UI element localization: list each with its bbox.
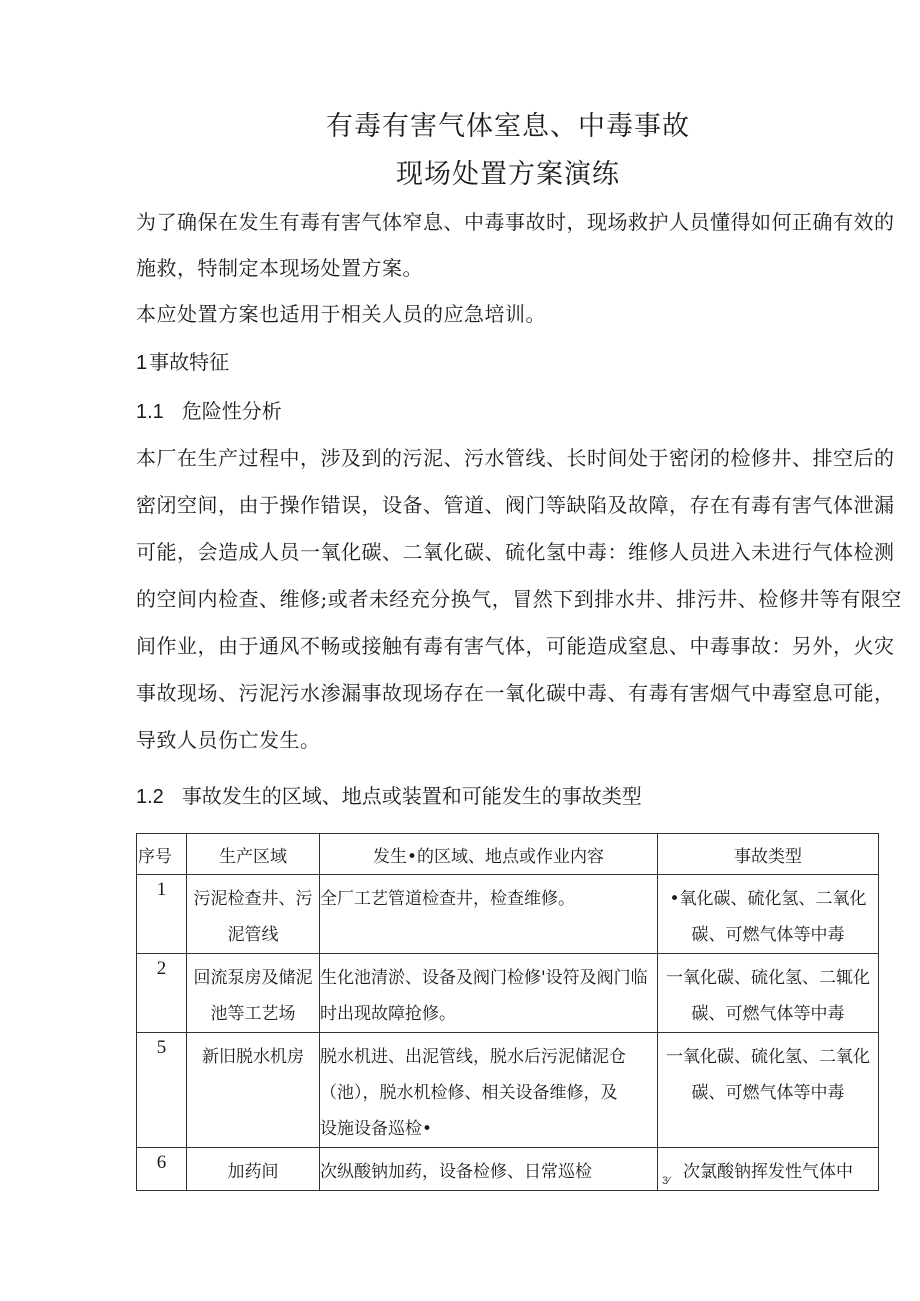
hazard-line-7: 导致人员伤亡发生。 bbox=[136, 728, 321, 752]
row-area bbox=[187, 1033, 320, 1148]
table-row bbox=[137, 954, 879, 1033]
intro-paragraph-line2: 施救，特制定本现场处置方案。 bbox=[136, 256, 423, 280]
section-1-2-heading bbox=[136, 778, 642, 815]
row-content-line3: 设施设备巡检• bbox=[320, 1119, 433, 1139]
row-area-line1: 回流泵房及储泥 bbox=[193, 968, 313, 988]
table-row bbox=[137, 1033, 879, 1148]
row-area bbox=[187, 1148, 320, 1191]
row-type-line2: 碳、可燃气体等中毒 bbox=[691, 1083, 845, 1103]
row-serial-no: 1 bbox=[137, 875, 187, 954]
row-type-line2: 碳、可燃气体等中毒 bbox=[691, 1004, 845, 1024]
row-content bbox=[320, 1148, 658, 1191]
row-type-line1: 一氧化碳、硫化氢、二辄化 bbox=[666, 968, 870, 988]
row-serial-no: 6 bbox=[137, 1148, 187, 1191]
row-content bbox=[320, 1033, 658, 1148]
row-accident-type bbox=[658, 875, 879, 954]
row-accident-type bbox=[658, 1148, 879, 1191]
row-area-line1: 加药间 bbox=[227, 1162, 279, 1182]
section-1-title: 事故特征 bbox=[149, 350, 230, 374]
row-content-line1: 次纵酸钠加药，设备检修、日常巡检 bbox=[320, 1162, 592, 1182]
row-area bbox=[187, 954, 320, 1033]
header-location-content: 发生•的区域、地点或作业内容 bbox=[320, 834, 658, 875]
row-content bbox=[320, 954, 658, 1033]
row-type-line1: 次氯酸钠挥发性气体中 bbox=[683, 1162, 853, 1182]
document-title-line2: 现场处置方案演练 bbox=[396, 159, 620, 190]
hazard-line-3: 可能，会造成人员一氧化碳、二氧化碳、硫化氢中毒：维修人员进入未进行气体检测 bbox=[136, 540, 895, 564]
row-serial-no: 5 bbox=[137, 1033, 187, 1148]
hazard-line-6: 事故现场、污泥污水渗漏事故现场存在一氧化碳中毒、有毒有害烟气中毒窒息可能， bbox=[136, 681, 895, 705]
section-1-heading bbox=[136, 344, 229, 381]
accident-area-table bbox=[136, 833, 879, 1191]
header-serial-no: 序号 bbox=[137, 834, 187, 875]
row-serial-no: 2 bbox=[137, 954, 187, 1033]
row-content-line2: 时出现故障抢修。 bbox=[320, 1004, 456, 1024]
row-area bbox=[187, 875, 320, 954]
row-area-line1: 新旧脱水机房 bbox=[202, 1047, 304, 1067]
row-content-line1: 脱水机进、出泥管线，脱水后污泥储泥仓 bbox=[320, 1047, 626, 1067]
hazard-line-1: 本厂在生产过程中，涉及到的污泥、污水管线、长时间处于密闭的检修井、排空后的 bbox=[136, 446, 895, 470]
hazard-line-5: 间作业，由于通风不畅或接触有毒有害气体，可能造成窒息、中毒事故：另外，火灾 bbox=[136, 634, 895, 658]
table-row bbox=[137, 1148, 879, 1191]
table-row bbox=[137, 875, 879, 954]
row-accident-type bbox=[658, 1033, 879, 1148]
hazard-line-2: 密闭空间，由于操作错误，设备、管道、阀门等缺陷及故障，存在有毒有害气体泄漏 bbox=[136, 493, 895, 517]
row-content bbox=[320, 875, 658, 954]
row-content-line1: 全厂工艺管道检查井，检查维修。 bbox=[320, 889, 575, 909]
row-area-line2: 池等工艺场 bbox=[210, 1004, 296, 1024]
header-production-area: 生产区域 bbox=[187, 834, 320, 875]
table-header-row bbox=[137, 834, 879, 875]
row-type-line1: •氧化碳、硫化氢、二氧化 bbox=[669, 889, 867, 909]
hazard-line-4: 的空间内检查、维修;或者未经充分换气，冒然下到排水井、排污井、检修井等有限空 bbox=[136, 587, 902, 611]
page-number-mark: 3⁄ bbox=[662, 1175, 670, 1187]
row-content-line1: 生化池清淤、设备及阀门检修'设符及阀门临 bbox=[320, 968, 648, 988]
header-accident-type: 事故类型 bbox=[658, 834, 879, 875]
intro-paragraph-line1: 为了确保在发生有毒有害气体窄息、中毒事故时，现场救护人员懂得如何正确有效的 bbox=[136, 210, 895, 234]
row-accident-type bbox=[658, 954, 879, 1033]
row-content-line2: （池），脱水机检修、相关设备维修，及 bbox=[320, 1083, 618, 1103]
row-area-line1: 污泥检查井、污 bbox=[193, 889, 313, 909]
section-1-number: 1 bbox=[136, 352, 148, 374]
document-title-line1: 有毒有害气体室息、中毒事故 bbox=[326, 111, 690, 142]
row-type-line1: 一氧化碳、硫化氢、二氧化 bbox=[666, 1047, 870, 1067]
row-area-line2: 泥管线 bbox=[227, 925, 279, 945]
section-1-1-title: 危险性分析 bbox=[181, 399, 282, 423]
row-type-line2: 碳、可燃气体等中毒 bbox=[691, 925, 845, 945]
section-1-2-number: 1.2 bbox=[136, 786, 164, 808]
intro-paragraph-2: 本应处置方案也适用于相关人员的应急培训。 bbox=[136, 302, 546, 326]
section-1-1-number: 1.1 bbox=[136, 401, 164, 423]
section-1-2-title: 事故发生的区域、地点或装置和可能发生的事故类型 bbox=[181, 784, 642, 808]
section-1-1-heading bbox=[136, 393, 282, 430]
